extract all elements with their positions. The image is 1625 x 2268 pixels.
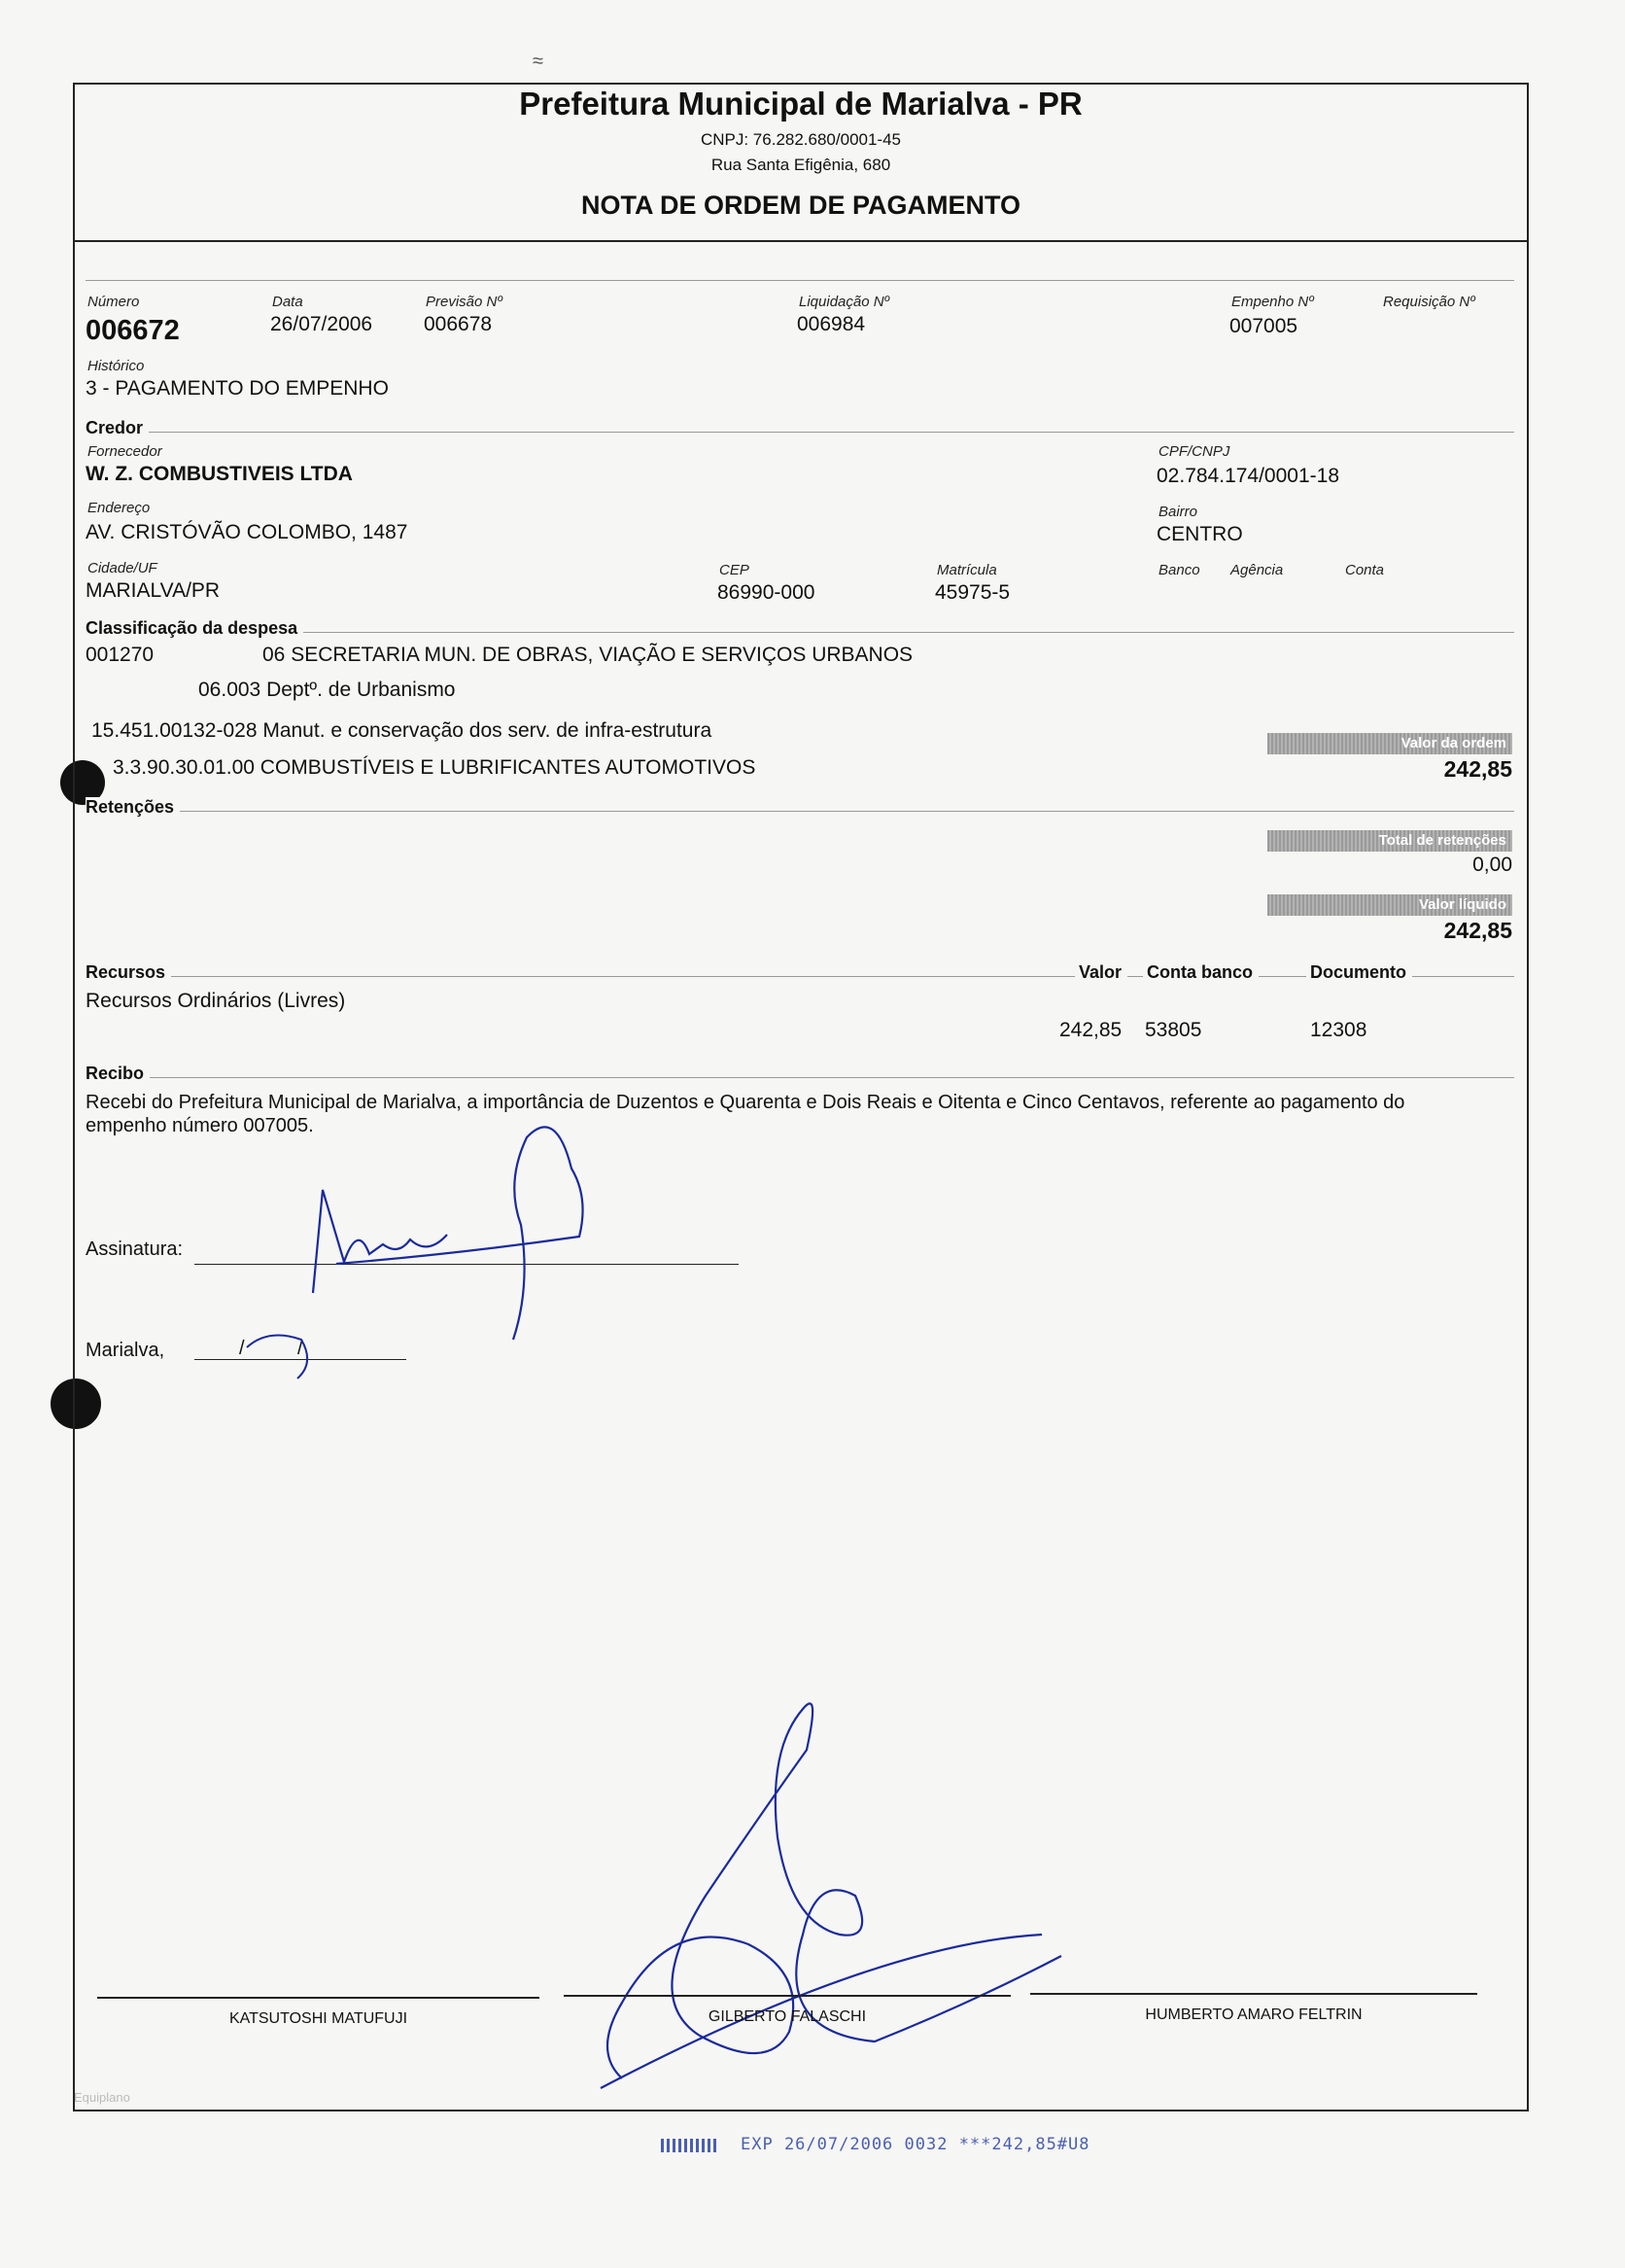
cep-value: 86990-000: [717, 581, 815, 604]
signatory-line-3: [1030, 1993, 1477, 1995]
liquidacao-label: Liquidação Nº: [799, 294, 890, 310]
conta-label: Conta: [1345, 562, 1385, 578]
cidade-value: MARIALVA/PR: [86, 579, 221, 602]
matricula-label: Matrícula: [937, 562, 997, 578]
endereco-value: AV. CRISTÓVÃO COLOMBO, 1487: [86, 521, 408, 543]
fornecedor-value: W. Z. COMBUSTIVEIS LTDA: [86, 463, 353, 485]
numero-value: 006672: [86, 315, 180, 346]
recursos-name: Recursos Ordinários (Livres): [86, 990, 346, 1012]
bank-stamp-logo: [661, 2139, 719, 2152]
historico-value: 3 - PAGAMENTO DO EMPENHO: [86, 377, 389, 400]
previsao-value: 006678: [424, 313, 493, 335]
endereco-label: Endereço: [87, 500, 151, 516]
data-label: Data: [272, 294, 303, 310]
signatory-line-1: [97, 1997, 539, 1999]
valor-ordem-value: 242,85: [1443, 756, 1512, 782]
requisicao-label: Requisição Nº: [1383, 294, 1475, 310]
classificacao-line2: 06.003 Deptº. de Urbanismo: [198, 679, 456, 701]
recursos-conta: 53805: [1145, 1019, 1202, 1041]
fornecedor-label: Fornecedor: [87, 443, 162, 460]
data-value: 26/07/2006: [270, 313, 373, 335]
matricula-value: 45975-5: [935, 581, 1011, 604]
date-slash-1: /: [239, 1338, 245, 1359]
assinatura-label: Assinatura:: [86, 1239, 184, 1260]
recursos-section: Recursos: [86, 962, 171, 983]
address-text: Rua Santa Efigênia, 680: [710, 156, 891, 174]
credor-section: Credor: [86, 418, 149, 438]
cep-label: CEP: [719, 562, 749, 578]
agencia-label: Agência: [1230, 562, 1284, 578]
signatory-name-1: KATSUTOSHI MATUFUJI: [228, 2010, 408, 2027]
classificacao-line3: 15.451.00132-028 Manut. e conservação dos serv. de infra-estrutura: [91, 719, 712, 742]
credor-rule: [86, 432, 1514, 433]
bairro-label: Bairro: [1158, 504, 1198, 520]
empenho-label: Empenho Nº: [1231, 294, 1314, 310]
recursos-rule: [86, 976, 1514, 977]
header-divider: [73, 240, 1529, 242]
bank-stamp: EXP 26/07/2006 0032 ***242,85#U8: [741, 2135, 1090, 2154]
recursos-documento-label: Documento: [1306, 962, 1412, 983]
cpf-value: 02.784.174/0001-18: [1157, 465, 1340, 487]
software-credit: Equiplano: [74, 2090, 130, 2105]
document-title: NOTA DE ORDEM DE PAGAMENTO: [580, 191, 1020, 220]
bairro-value: CENTRO: [1157, 523, 1243, 545]
signatory-name-3: HUMBERTO AMARO FELTRIN: [1145, 2006, 1363, 2023]
retencoes-section: Retenções: [86, 797, 180, 818]
empenho-value: 007005: [1229, 315, 1298, 337]
retencoes-rule: [86, 811, 1514, 812]
page-title: Prefeitura Municipal de Marialva - PR: [519, 86, 1083, 122]
cpf-label: CPF/CNPJ: [1158, 443, 1230, 460]
recursos-valor: 242,85: [1059, 1019, 1123, 1041]
header-divider-thin: [86, 280, 1514, 281]
recibo-text: Recebi do Prefeitura Municipal de Marialva, a importância de Duzentos e Quarenta e Dois Reais e Oitenta e Cinco Centavos, referente ao pagamento do empenho número 007005.: [86, 1092, 1405, 1136]
valor-liquido-label: Valor líquido: [1267, 894, 1512, 916]
total-retencoes-value: 0,00: [1472, 854, 1512, 876]
signatory-name-2: GILBERTO FALASCHI: [708, 2008, 867, 2025]
recibo-rule: [86, 1077, 1514, 1078]
previsao-label: Previsão Nº: [426, 294, 502, 310]
total-retencoes-label: Total de retenções: [1267, 830, 1512, 852]
recibo-signature: [301, 1108, 593, 1322]
recursos-valor-label: Valor: [1075, 962, 1127, 983]
cidade-label: Cidade/UF: [87, 560, 157, 576]
valor-liquido-value: 242,85: [1443, 918, 1512, 943]
scan-mark: ≈: [533, 51, 543, 72]
marialva-label: Marialva,: [86, 1340, 165, 1361]
recibo-section: Recibo: [86, 1064, 150, 1084]
classificacao-line1: 06 SECRETARIA MUN. DE OBRAS, VIAÇÃO E SERVIÇOS URBANOS: [262, 644, 914, 666]
numero-label: Número: [87, 294, 140, 310]
liquidacao-value: 006984: [797, 313, 866, 335]
classificacao-line4: 3.3.90.30.01.00 COMBUSTÍVEIS E LUBRIFICANTES AUTOMOTIVOS: [113, 756, 756, 779]
date-slash-2: /: [297, 1338, 303, 1359]
recursos-documento: 12308: [1310, 1019, 1367, 1041]
signatory-line-2: [564, 1995, 1011, 1997]
cnpj-text: CNPJ: 76.282.680/0001-45: [700, 130, 902, 149]
recursos-conta-label: Conta banco: [1143, 962, 1259, 983]
valor-ordem-label: Valor da ordem: [1267, 733, 1512, 754]
classificacao-section: Classificação da despesa: [86, 618, 303, 639]
classificacao-code: 001270: [86, 644, 155, 666]
official-signature: [583, 1711, 1069, 2100]
historico-label: Histórico: [87, 358, 145, 374]
banco-label: Banco: [1158, 562, 1200, 578]
